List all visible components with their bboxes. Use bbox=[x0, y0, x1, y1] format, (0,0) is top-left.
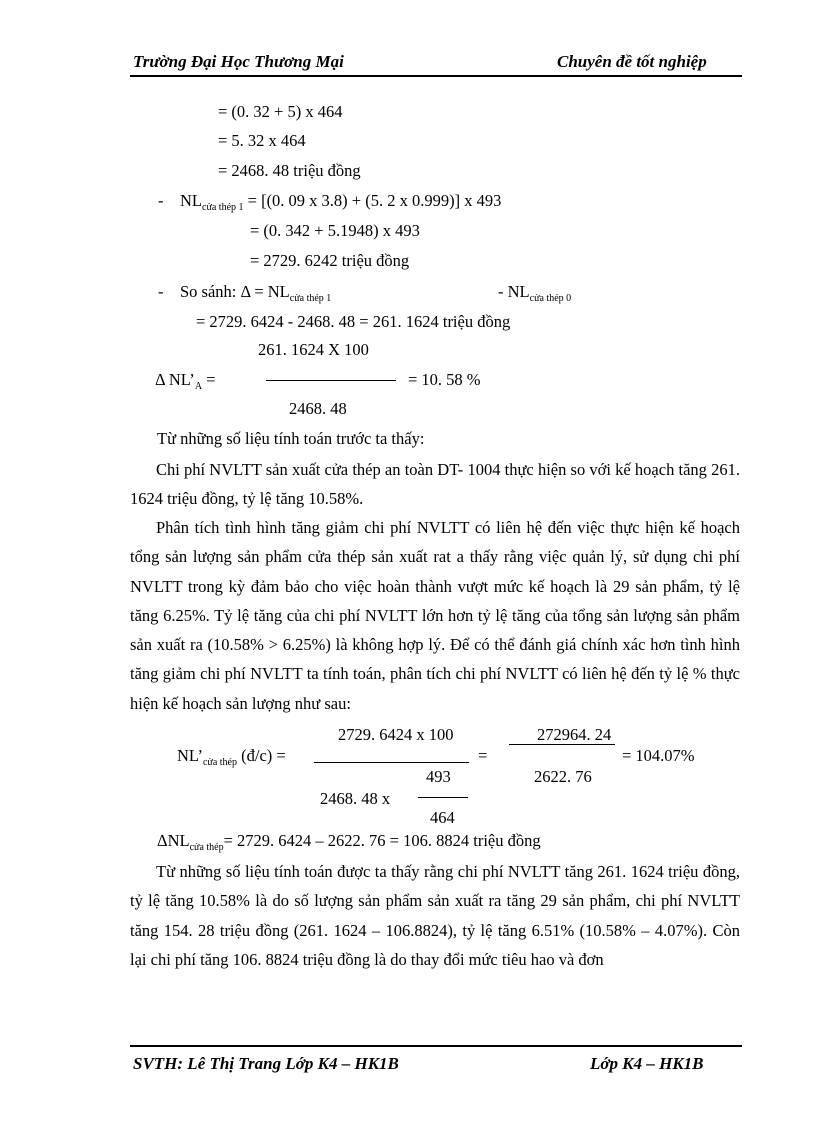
nl-label: NL bbox=[180, 191, 202, 210]
delta-subscript: cửa thép bbox=[189, 842, 224, 853]
fraction-2-numerator-left: 2729. 6424 x 100 bbox=[338, 725, 454, 744]
calc-line-nl1 bbox=[180, 191, 501, 213]
comparison-label: So sánh: Δ = NL bbox=[180, 282, 290, 301]
calc-line-1: = (0. 32 + 5) x 464 bbox=[218, 102, 343, 121]
nl-expression: = [(0. 09 x 3.8) + (5. 2 x 0.999)] x 493 bbox=[247, 191, 502, 210]
delta-expression: = 2729. 6424 – 2622. 76 = 106. 8824 triệu đồng bbox=[223, 831, 541, 850]
fraction-2-denominator-right: 2622. 76 bbox=[534, 767, 592, 786]
fraction-1-equals: = bbox=[206, 370, 216, 389]
fraction-2-label-suffix: (đ/c) = bbox=[241, 746, 286, 765]
fraction-2-result: = 104.07% bbox=[622, 746, 695, 765]
fraction-2-numerator-right: 272964. 24 bbox=[537, 725, 612, 744]
fraction-2-label-text: NL’ bbox=[177, 746, 203, 765]
header-title: Chuyên đề tốt nghiệp bbox=[557, 52, 707, 71]
fraction-2-denominator-left: 2468. 48 x bbox=[320, 789, 391, 808]
calc-line-6: = 2729. 6242 triệu đồng bbox=[250, 251, 410, 270]
delta-label: ΔNL bbox=[157, 831, 190, 850]
paragraph-intro: Từ những số liệu tính toán trước ta thấy: bbox=[157, 429, 425, 448]
calc-line-3: = 2468. 48 triệu đồng bbox=[218, 161, 361, 180]
paragraph-summary: Chi phí NVLTT sản xuất cửa thép an toàn DT- 1004 thực hiện so với kế hoạch tăng 261. 1624 triệu đồng, tỷ lệ tăng 10.58%. bbox=[130, 460, 740, 509]
fraction-1-numerator: 261. 1624 X 100 bbox=[258, 340, 369, 359]
fraction-2-label bbox=[177, 746, 286, 768]
fraction-1-label-text: Δ NL’ bbox=[155, 370, 195, 389]
bullet-dash: - bbox=[158, 191, 164, 210]
fraction-2-inner-numerator: 493 bbox=[426, 767, 451, 786]
header-rule bbox=[130, 75, 742, 77]
fraction-2-top-rule bbox=[509, 744, 615, 745]
footer-author: SVTH: Lê Thị Trang Lớp K4 – HK1B bbox=[133, 1054, 399, 1073]
comparison-minus bbox=[498, 282, 571, 304]
calc-line-5: = (0. 342 + 5.1948) x 493 bbox=[250, 221, 420, 240]
paragraph-analysis: Phân tích tình hình tăng giảm chi phí NVLTT có liên hệ đến việc thực hiện kế hoạch tổng sản lượng sản phẩm cửa thép sản xuất rat a thấy rằng việc quản lý, sử dụng chi phí NVLTT trong kỳ đảm bảo cho việc hoàn thành vượt mức kế hoạch là 29 sản phẩm, tỷ lệ tăng 6.25%. Tỷ lệ tăng của chi phí NVLTT lớn hơn tỷ lệ tăng của tổng sản lượng sản phẩm sản xuất ra (10.58% > 6.25%) là không hợp lý. Để có thể đánh giá chính xác hơn tình hình tăng giảm chi phí NVLTT ta tính toán, phân tích chi phí NVLTT có liên hệ đến tỷ lệ % thực hiện kế hoạch sản lượng như sau: bbox=[130, 518, 740, 713]
fraction-1-result: = 10. 58 % bbox=[408, 370, 481, 389]
delta-line bbox=[157, 831, 541, 853]
fraction-1-bar bbox=[266, 380, 396, 381]
fraction-2-inner-denominator: 464 bbox=[430, 808, 455, 827]
fraction-2-bar-left bbox=[314, 762, 469, 763]
fraction-1-label-subscript: A bbox=[194, 381, 203, 392]
comparison-subscript-0: cửa thép 0 bbox=[529, 293, 572, 304]
comparison-result: = 2729. 6424 - 2468. 48 = 261. 1624 triệu đồng bbox=[196, 312, 511, 331]
paragraph-conclusion: Từ những số liệu tính toán được ta thấy rằng chi phí NVLTT tăng 261. 1624 triệu đồng, tỷ lệ tăng 10.58% là do số lượng sản phẩm sản xuất ra tăng 29 sản phẩm, chi phí NVLTT tăng 154. 28 triệu đồng (261. 1624 – 106.8824), tỷ lệ tăng 6.51% (10.58% – 4.07%). Còn lại chi phí tăng 106. 8824 triệu đồng là do thay đổi mức tiêu hao và đơn bbox=[130, 862, 740, 969]
bullet-dash: - bbox=[158, 282, 164, 301]
fraction-2-inner-bar bbox=[418, 797, 468, 798]
footer-class: Lớp K4 – HK1B bbox=[590, 1054, 704, 1073]
footer-rule bbox=[130, 1045, 742, 1047]
comparison-minus-label: - NL bbox=[498, 282, 530, 301]
fraction-2-equals: = bbox=[478, 746, 488, 765]
nl-subscript: cửa thép 1 bbox=[202, 202, 244, 213]
header-school: Trường Đại Học Thương Mại bbox=[133, 52, 344, 71]
calc-line-2: = 5. 32 x 464 bbox=[218, 131, 306, 150]
comparison-subscript-1: cửa thép 1 bbox=[289, 293, 332, 304]
fraction-2-label-subscript: cửa thép bbox=[202, 757, 237, 768]
fraction-1-denominator: 2468. 48 bbox=[289, 399, 347, 418]
comparison-line bbox=[180, 282, 331, 304]
fraction-1-label bbox=[155, 370, 215, 392]
